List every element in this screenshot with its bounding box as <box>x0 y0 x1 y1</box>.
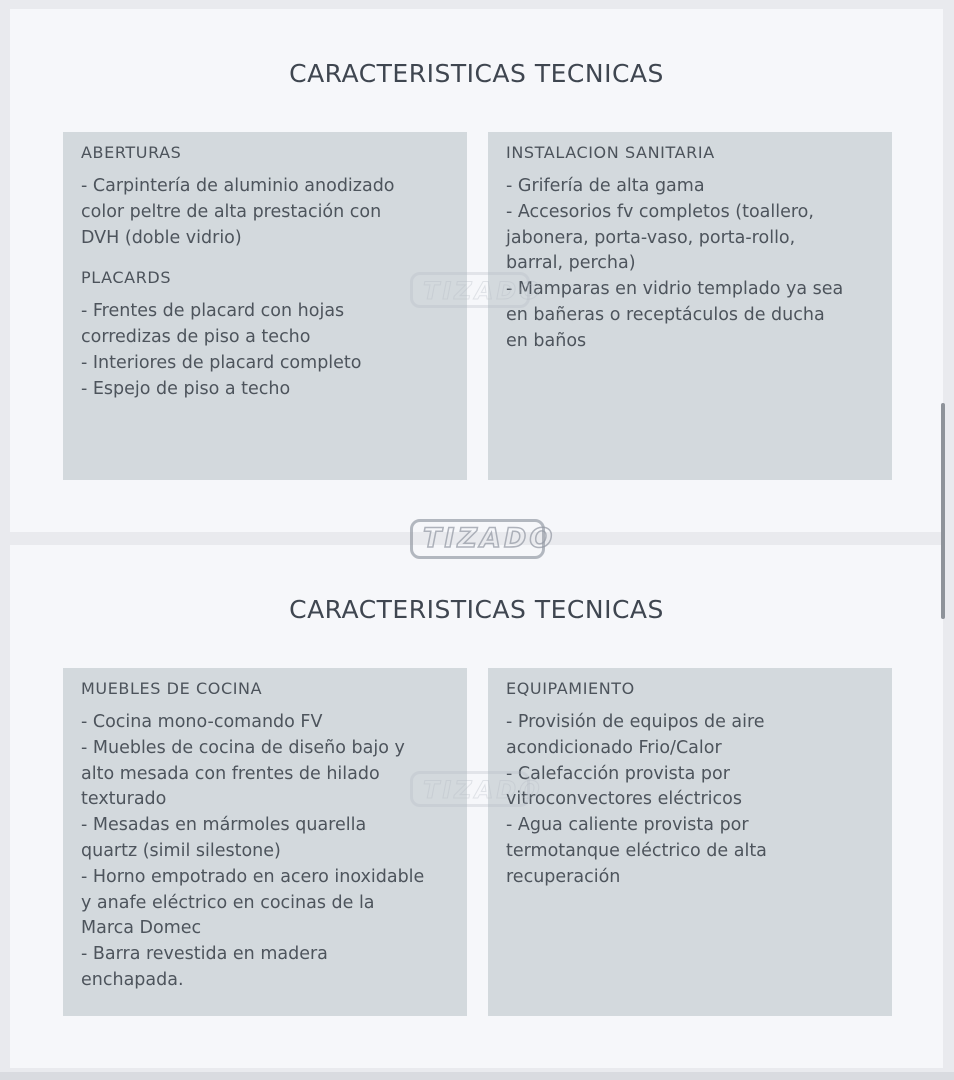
card-line: recuperación <box>506 866 621 887</box>
card-line: - Calefacción provista por <box>506 763 730 784</box>
tizado-watermark-logo: TIZADO <box>410 519 545 559</box>
card-line: Marca Domec <box>81 918 202 939</box>
card-muebles-de-cocina <box>63 668 467 1016</box>
next-panel-edge <box>0 1072 954 1080</box>
card-heading-aberturas: ABERTURAS <box>81 143 182 162</box>
card-line: acondicionado Frio/Calor <box>506 737 722 758</box>
scrollbar-thumb[interactable] <box>941 403 945 619</box>
card-line: vitroconvectores eléctricos <box>506 789 742 810</box>
card-line: barral, percha) <box>506 253 636 274</box>
card-line: - Cocina mono-comando FV <box>81 712 323 732</box>
card-heading-muebles-de-cocina: MUEBLES DE COCINA <box>81 679 263 698</box>
card-line: color peltre de alta prestación con <box>81 201 382 222</box>
card-line: quartz (simil silestone) <box>81 840 281 861</box>
card-line: - Espejo de piso a techo <box>81 378 291 399</box>
card-line: - Muebles de cocina de diseño bajo y <box>81 737 405 758</box>
card-line: texturado <box>81 789 167 810</box>
card-line: alto mesada con frentes de hilado <box>81 763 380 784</box>
card-line: jabonera, porta-vaso, porta-rollo, <box>506 227 796 248</box>
tizado-watermark-faint: TIZADO <box>410 771 530 807</box>
section-title: CARACTERISTICAS TECNICAS <box>289 595 664 624</box>
card-line: - Grifería de alta gama <box>506 176 705 196</box>
card-line: - Barra revestida en madera <box>81 944 328 965</box>
card-line: - Agua caliente provista por <box>506 815 749 836</box>
card-aberturas-placards <box>63 132 467 480</box>
card-instalacion-sanitaria <box>488 132 892 480</box>
card-line: - Horno empotrado en acero inoxidable <box>81 866 425 887</box>
card-equipamiento <box>488 668 892 1016</box>
card-line: en baños <box>506 330 587 351</box>
card-line: y anafe eléctrico en cocinas de la <box>81 892 375 913</box>
card-heading-equipamiento: EQUIPAMIENTO <box>506 679 635 698</box>
card-line: - Accesorios fv completos (toallero, <box>506 201 814 222</box>
card-line: enchapada. <box>81 969 184 990</box>
card-line: - Mesadas en mármoles quarella <box>81 815 367 836</box>
section-title: CARACTERISTICAS TECNICAS <box>289 59 664 88</box>
card-line: termotanque eléctrico de alta <box>506 840 767 861</box>
card-line: - Frentes de placard con hojas <box>81 301 345 322</box>
card-heading-placards: PLACARDS <box>81 268 172 288</box>
card-line: en bañeras o receptáculos de ducha <box>506 304 825 325</box>
card-line: - Mamparas en vidrio templado ya sea <box>506 279 844 300</box>
card-line: - Provisión de equipos de aire <box>506 712 765 732</box>
card-line: corredizas de piso a techo <box>81 327 311 348</box>
card-line: DVH (doble vidrio) <box>81 227 242 248</box>
card-line: - Carpintería de aluminio anodizado <box>81 176 395 196</box>
features-panel-1 <box>10 9 943 532</box>
card-heading-instalacion-sanitaria: INSTALACION SANITARIA <box>506 143 715 162</box>
card-line: - Interiores de placard completo <box>81 352 362 373</box>
tizado-watermark-faint: TIZADO <box>410 272 530 308</box>
